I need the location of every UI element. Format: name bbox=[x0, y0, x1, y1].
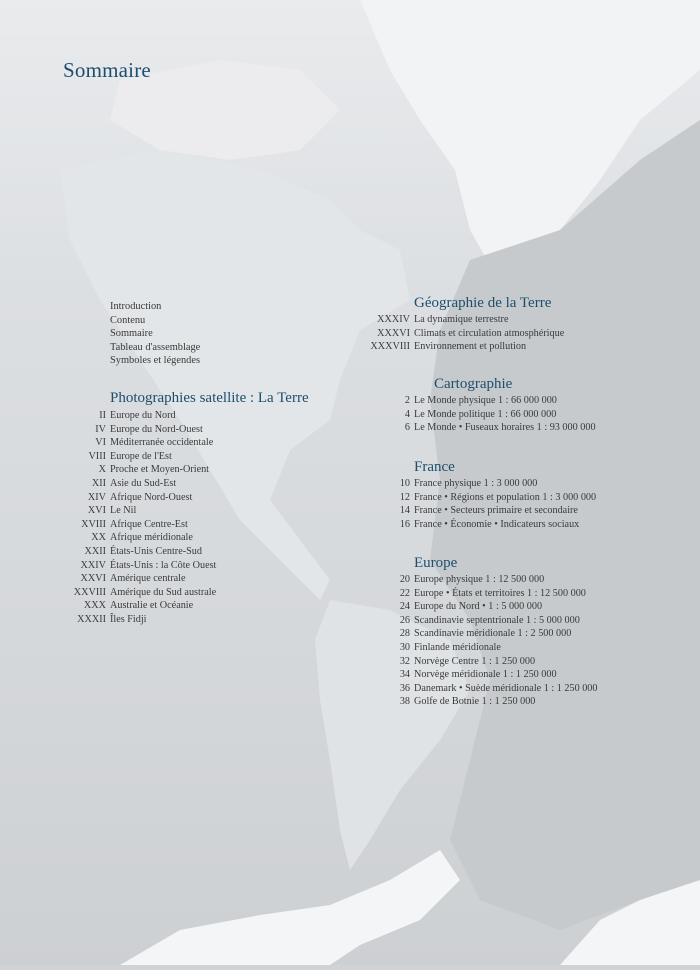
toc-entry-label: Asie du Sud-Est bbox=[110, 477, 177, 489]
toc-entry-label: Europe du Nord • 1 : 5 000 000 bbox=[414, 601, 543, 613]
toc-entry[interactable] bbox=[368, 587, 598, 601]
toc-entry[interactable] bbox=[52, 599, 216, 613]
toc-entry-label: France • Secteurs primaire et secondaire bbox=[414, 505, 578, 517]
toc-entry-label: États-Unis Centre-Sud bbox=[110, 545, 202, 557]
section-title-europe: Europe bbox=[414, 555, 458, 571]
toc-entry[interactable] bbox=[368, 340, 564, 354]
toc-entry[interactable] bbox=[368, 327, 564, 341]
toc-entry[interactable] bbox=[52, 436, 216, 450]
toc-entry[interactable] bbox=[52, 477, 216, 491]
toc-entry[interactable] bbox=[368, 668, 598, 682]
section-title-satellite: Photographies satellite : La Terre bbox=[110, 390, 309, 406]
toc-entry-number: 14 bbox=[399, 505, 410, 517]
toc-entry[interactable] bbox=[52, 518, 216, 532]
toc-entry-number: XXIV bbox=[80, 559, 106, 571]
toc-entry-number: XXXVIII bbox=[370, 341, 410, 353]
toc-entry-label: Europe de l'Est bbox=[110, 450, 172, 462]
toc-entry-label: Amérique du Sud australe bbox=[110, 586, 217, 598]
toc-entry-label: Climats et circulation atmosphérique bbox=[414, 327, 565, 339]
toc-entry-number: XXX bbox=[83, 600, 106, 612]
toc-entry-number: 10 bbox=[399, 478, 410, 489]
geographie-toc-list bbox=[368, 313, 564, 354]
europe-toc-list bbox=[368, 573, 598, 709]
toc-entry-label: Finlande méridionale bbox=[414, 641, 501, 653]
toc-entry[interactable] bbox=[52, 463, 216, 477]
toc-entry-number: 32 bbox=[399, 655, 410, 667]
toc-entry-number: VI bbox=[95, 437, 106, 449]
antarctica-landmass bbox=[120, 850, 460, 965]
toc-entry-label: Le Monde physique 1 : 66 000 000 bbox=[414, 395, 557, 406]
toc-entry-label: Norvège Centre 1 : 1 250 000 bbox=[414, 655, 536, 667]
toc-entry-number: XIV bbox=[87, 491, 106, 503]
toc-entry-number: XXXII bbox=[77, 613, 106, 625]
toc-entry-label: Scandinavie méridionale 1 : 2 500 000 bbox=[414, 628, 572, 640]
toc-entry-number: 28 bbox=[399, 628, 410, 640]
toc-entry-label: Environnement et pollution bbox=[414, 341, 527, 353]
toc-entry-label: Amérique centrale bbox=[110, 573, 186, 585]
toc-entry-number: 34 bbox=[399, 669, 410, 681]
front-matter-item[interactable]: Introduction bbox=[110, 301, 162, 312]
front-matter-item[interactable]: Sommaire bbox=[110, 328, 153, 340]
toc-entry-label: France • Régions et population 1 : 3 000 000 bbox=[414, 491, 597, 503]
toc-entry-label: Scandinavie septentrionale 1 : 5 000 000 bbox=[414, 614, 580, 626]
page-title: Sommaire bbox=[63, 58, 151, 82]
toc-entry[interactable] bbox=[52, 572, 216, 586]
toc-entry-number: 4 bbox=[404, 408, 410, 420]
toc-entry-number: 20 bbox=[399, 574, 410, 585]
toc-entry-label: Afrique Centre-Est bbox=[110, 518, 188, 530]
toc-entry-number: 16 bbox=[399, 518, 410, 530]
toc-entry-label: Australie et Océanie bbox=[110, 600, 194, 612]
toc-entry[interactable] bbox=[368, 518, 596, 532]
toc-entry[interactable] bbox=[52, 423, 216, 437]
section-title-geographie: Géographie de la Terre bbox=[414, 295, 552, 311]
toc-entry-number: XXXVI bbox=[377, 327, 410, 339]
toc-entry[interactable] bbox=[368, 408, 596, 422]
toc-entry-number: 6 bbox=[404, 422, 410, 434]
toc-entry-number: XXXIV bbox=[377, 314, 410, 325]
cartographie-toc-list bbox=[368, 394, 596, 435]
toc-entry[interactable] bbox=[52, 613, 216, 627]
toc-entry-number: XXII bbox=[84, 545, 106, 557]
toc-entry-number: 26 bbox=[399, 614, 410, 626]
toc-entry-number: XVI bbox=[87, 505, 106, 517]
toc-entry[interactable] bbox=[368, 682, 598, 696]
toc-entry-number: 30 bbox=[399, 641, 410, 653]
toc-entry-number: 38 bbox=[399, 696, 410, 708]
front-matter-list bbox=[110, 300, 200, 368]
toc-entry[interactable] bbox=[368, 614, 598, 628]
toc-entry-label: États-Unis : la Côte Ouest bbox=[110, 559, 217, 571]
toc-entry-number: XII bbox=[91, 477, 106, 489]
toc-entry-label: Le Monde politique 1 : 66 000 000 bbox=[414, 408, 557, 420]
toc-entry-label: Le Monde • Fuseaux horaires 1 : 93 000 000 bbox=[414, 422, 596, 434]
toc-entry[interactable] bbox=[52, 409, 216, 423]
toc-entry[interactable] bbox=[52, 545, 216, 559]
front-matter-item[interactable]: Symboles et légendes bbox=[110, 355, 201, 367]
toc-entry[interactable] bbox=[368, 627, 598, 641]
toc-entry-label: Europe physique 1 : 12 500 000 bbox=[414, 574, 545, 585]
satellite-toc-list bbox=[52, 409, 216, 627]
toc-entry-label: Le Nil bbox=[110, 505, 137, 517]
toc-entry-number: 12 bbox=[399, 491, 410, 503]
toc-entry-label: Europe • États et territoires 1 : 12 500 000 bbox=[414, 587, 586, 599]
toc-entry-label: France • Économie • Indicateurs sociaux bbox=[414, 518, 580, 530]
toc-entry-label: France physique 1 : 3 000 000 bbox=[414, 478, 538, 489]
toc-entry-label: Norvège méridionale 1 : 1 250 000 bbox=[414, 669, 557, 681]
toc-entry-number: IV bbox=[95, 423, 106, 435]
toc-entry-number: XXVIII bbox=[73, 586, 106, 598]
section-title-france: France bbox=[414, 459, 455, 475]
toc-entry-label: Afrique Nord-Ouest bbox=[110, 491, 193, 503]
toc-entry[interactable] bbox=[368, 655, 598, 669]
toc-entry-number: XXVI bbox=[80, 573, 106, 585]
toc-entry[interactable] bbox=[52, 450, 216, 464]
toc-entry[interactable] bbox=[52, 491, 216, 505]
toc-entry-label: Méditerranée occidentale bbox=[110, 437, 214, 449]
toc-entry-label: Proche et Moyen-Orient bbox=[110, 464, 210, 476]
toc-entry-number: 2 bbox=[404, 395, 410, 406]
toc-entry[interactable] bbox=[368, 504, 596, 518]
toc-entry-label: Îles Fidji bbox=[110, 613, 147, 625]
front-matter-item[interactable]: Contenu bbox=[110, 314, 146, 326]
toc-entry[interactable] bbox=[368, 394, 596, 408]
toc-entry[interactable] bbox=[368, 641, 598, 655]
toc-entry[interactable] bbox=[368, 491, 596, 505]
toc-entry-number: XVIII bbox=[81, 518, 106, 530]
toc-entry-number: VIII bbox=[88, 450, 106, 462]
toc-entry-number: II bbox=[99, 410, 106, 421]
section-title-cartographie: Cartographie bbox=[434, 376, 513, 392]
toc-entry[interactable] bbox=[52, 586, 216, 600]
toc-entry-number: 36 bbox=[399, 682, 410, 694]
toc-entry-number: X bbox=[98, 464, 106, 476]
front-matter-item[interactable]: Tableau d'assemblage bbox=[110, 341, 201, 353]
toc-entry-label: Europe du Nord bbox=[110, 410, 176, 421]
toc-entry[interactable] bbox=[368, 421, 596, 435]
toc-entry-number: XX bbox=[91, 532, 106, 544]
toc-entry[interactable] bbox=[52, 559, 216, 573]
toc-entry-number: 22 bbox=[399, 587, 410, 599]
toc-entry[interactable] bbox=[368, 600, 598, 614]
toc-entry[interactable] bbox=[368, 695, 598, 709]
toc-entry[interactable] bbox=[368, 477, 596, 491]
toc-entry[interactable] bbox=[52, 531, 216, 545]
toc-entry-number: 24 bbox=[399, 601, 410, 613]
toc-entry-label: Golfe de Botnie 1 : 1 250 000 bbox=[414, 696, 536, 708]
toc-entry-label: Danemark • Suède méridionale 1 : 1 250 000 bbox=[414, 682, 598, 694]
toc-entry[interactable] bbox=[368, 313, 564, 327]
toc-entry-label: La dynamique terrestre bbox=[414, 314, 509, 325]
toc-entry-label: Afrique méridionale bbox=[110, 532, 193, 544]
toc-entry-label: Europe du Nord-Ouest bbox=[110, 423, 203, 435]
toc-entry[interactable] bbox=[368, 573, 598, 587]
france-toc-list bbox=[368, 477, 596, 531]
toc-entry[interactable] bbox=[52, 504, 216, 518]
